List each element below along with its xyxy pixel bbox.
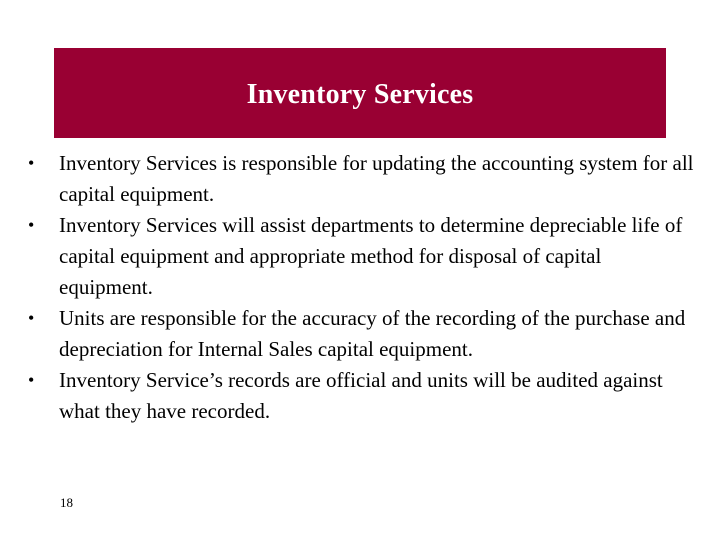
bullet-text: Inventory Services is responsible for updating the accounting system for all capital equipment. bbox=[59, 151, 694, 206]
bullet-item bbox=[28, 365, 698, 427]
bullet-icon: • bbox=[28, 308, 35, 328]
bullet-icon: • bbox=[28, 153, 35, 173]
bullet-list bbox=[28, 148, 698, 427]
slide-title: Inventory Services bbox=[246, 79, 474, 110]
bullet-text: Units are responsible for the accuracy of the recording of the purchase and depreciation for Internal Sales capital equipment. bbox=[59, 306, 686, 361]
bullet-item bbox=[28, 210, 698, 303]
bullet-text: Inventory Services will assist departments to determine depreciable life of capital equipment and appropriate method for disposal of capital equipment. bbox=[59, 213, 683, 299]
bullet-icon: • bbox=[28, 370, 35, 390]
bullet-icon: • bbox=[28, 215, 35, 235]
bullet-text: Inventory Service’s records are official and units will be audited against what they have recorded. bbox=[59, 368, 663, 423]
bullet-item bbox=[28, 148, 698, 210]
bullet-item bbox=[28, 303, 698, 365]
title-banner bbox=[54, 48, 666, 138]
page-number: 18 bbox=[60, 495, 73, 510]
